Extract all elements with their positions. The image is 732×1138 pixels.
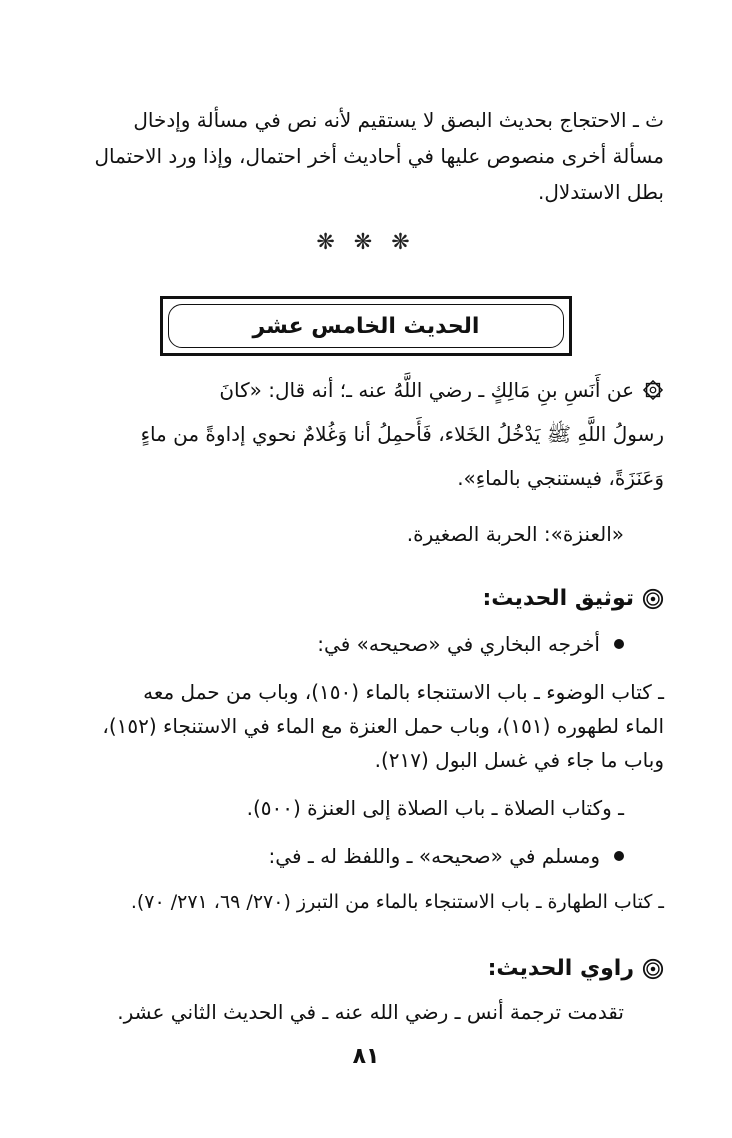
- rosette-icon: [642, 958, 664, 980]
- muslim-intro: ومسلم في «صحيحه» ـ واللفظ له ـ في:: [268, 844, 600, 868]
- rosette-icon: [642, 588, 664, 610]
- bukhari-line-3: وباب ما جاء في غسل البول (٢١٧).: [374, 748, 664, 772]
- intro-line-2: مسألة أخرى منصوص عليها في أحاديث أخر احتمال، وإذا ورد الاحتمال: [94, 144, 664, 168]
- hadith-line-3: وَعَنَزَةً، فيستنجي بالماءِ».: [457, 466, 664, 490]
- muslim-intro-row: [269, 844, 624, 868]
- intro-line-3: بطل الاستدلال.: [537, 180, 664, 204]
- bullet-icon: [614, 639, 624, 649]
- takhrij-heading: توثيق الحديث:: [482, 586, 634, 611]
- section-title: الحديث الخامس عشر: [252, 313, 480, 339]
- section-title-inner-frame: [168, 304, 564, 348]
- rawi-heading-row: [488, 956, 664, 981]
- separator-stars: ❋ ❋ ❋: [316, 230, 416, 255]
- section-title-frame: [160, 296, 572, 356]
- bullet-icon: [614, 851, 624, 861]
- rawi-text: تقدمت ترجمة أنس ـ رضي الله عنه ـ في الحديث الثاني عشر.: [117, 1000, 624, 1024]
- intro-line-1: ث ـ الاحتجاج بحديث البصق لا يستقيم لأنه نص في مسألة وإدخال: [133, 108, 664, 132]
- page-number: ٨١: [352, 1044, 380, 1069]
- bukhari-line-1: ـ كتاب الوضوء ـ باب الاستنجاء بالماء (١٥٠)، وباب من حمل معه: [143, 680, 664, 704]
- takhrij-heading-row: [483, 586, 665, 611]
- bukhari-line-2: الماء لطهوره (١٥١)، وباب حمل العنزة مع الماء في الاستنجاء (١٥٢)،: [102, 714, 664, 738]
- star-ornament-icon: [642, 379, 664, 401]
- hadith-line-1-row: [219, 378, 664, 402]
- bukhari-intro: أخرجه البخاري في «صحيحه» في:: [317, 632, 600, 656]
- bukhari-salat-line: ـ وكتاب الصلاة ـ باب الصلاة إلى العنزة (٥٠٠).: [246, 796, 624, 820]
- hadith-line-2: رسولُ اللَّهِ ﷺ يَدْخُلُ الخَلاء، فَأَحمِلُ أنا وَغُلامٌ نحوي إداوةً من ماءٍ: [140, 422, 664, 446]
- hadith-line-1: عن أَنَسِ بنِ مَالِكٍ ـ رضي اللَّهُ عنه ـ؛ أنه قال: «كانَ: [219, 378, 634, 402]
- bukhari-intro-row: [317, 632, 624, 656]
- muslim-line: ـ كتاب الطهارة ـ باب الاستنجاء بالماء من التبرز (٢٧٠/ ٦٩، ٢٧١/ ٧٠).: [130, 891, 664, 913]
- hadith-note: «العنزة»: الحربة الصغيرة.: [406, 522, 624, 546]
- rawi-heading: راوي الحديث:: [487, 956, 634, 981]
